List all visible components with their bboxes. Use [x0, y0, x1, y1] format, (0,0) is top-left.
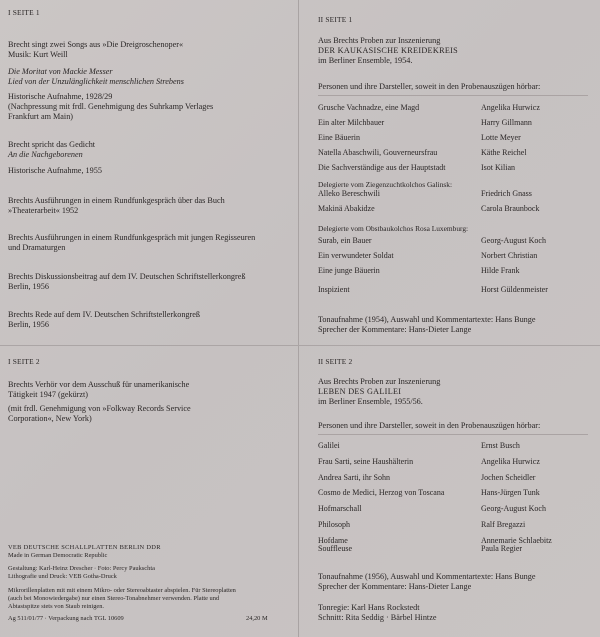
catalog-number: Ag 511/01/77 · Verpackung nach TGL 10609: [8, 615, 124, 622]
cast-actor: Ralf Bregazzi: [481, 520, 526, 529]
cast-actor: Georg-August Koch: [481, 504, 546, 514]
cast-actor: Käthe Reichel: [481, 148, 527, 157]
left-item-7: Brechts Ausführungen in einem Rundfunkgespräch mit jungen Regisseuren und Dramaturgen: [8, 233, 256, 252]
cast-role: Hofmarschall: [318, 504, 362, 514]
cast-role: Surab, ein Bauer: [318, 236, 372, 245]
cast-role: Inspizient: [318, 285, 350, 294]
cast-role: Cosmo de Medici, Herzog von Toscana: [318, 488, 445, 498]
cast-role: Eine Bäuerin: [318, 133, 360, 142]
credits-line-1: Gestaltung: Karl-Heinz Drescher · Foto: Percy Paukschta: [8, 565, 155, 572]
cast-role: Ein verwundeter Soldat: [318, 251, 394, 260]
left-side2-heading: I SEITE 2: [8, 357, 40, 366]
left-side1-heading: I SEITE 1: [8, 8, 40, 17]
price: 24,20 M: [246, 615, 268, 622]
cast-role: Frau Sarti, seine Haushälterin: [318, 456, 414, 466]
cast-actor: Friedrich Gnass: [481, 189, 532, 198]
cast-actor: Jochen Scheidler: [481, 472, 536, 482]
cast-role: Ein alter Milchbauer: [318, 118, 385, 127]
right-side2-credits: Tonaufnahme (1956), Auswahl und Kommentartexte: Hans Bunge Sprecher der Kommentare: Hans-Dieter Lange: [318, 572, 536, 591]
right-side1-intro: Aus Brechts Proben zur Inszenierung DER KAUKASISCHE KREIDEKREIS im Berliner Ensemble, 1954.: [318, 36, 459, 65]
left-side2-item-1: Brechts Verhör vor dem Ausschuß für unamerikanische Tätigkeit 1947 (gekürzt): [8, 380, 190, 399]
cast-actor: Paula Regier: [481, 544, 523, 553]
left-item-4: Brecht spricht das Gedicht An die Nachgeborenen: [8, 140, 96, 159]
right-side2-cast-heading: Personen und ihre Darsteller, soweit in den Probenauszügen hörbar:: [318, 421, 541, 430]
cast-actor: Ernst Busch: [481, 441, 520, 450]
cast-role: Galilei: [318, 441, 340, 450]
left-item-1: Brecht singt zwei Songs aus »Die Dreigroschenoper« Musik: Kurt Weill: [8, 40, 184, 59]
cast-rule: [318, 95, 588, 96]
cast-role: Grusche Vachnadze, eine Magd: [318, 103, 420, 112]
cast-actor: Angelika Hurwicz: [481, 456, 540, 466]
left-item-6: Brechts Ausführungen in einem Rundfunkgespräch über das Buch »Theaterarbeit« 1952: [8, 196, 225, 215]
cast-actor: Isot Kilian: [481, 163, 515, 172]
cast-actor: Georg-August Koch: [481, 236, 546, 245]
cast-role: Natella Abaschwili, Gouverneursfrau: [318, 148, 438, 157]
column-divider: [298, 0, 299, 637]
section-divider: [0, 345, 600, 346]
cast-role: Andrea Sarti, ihr Sohn: [318, 472, 390, 482]
cast-actor: Annemarie Schlaebitz: [481, 535, 552, 545]
left-item-8: Brechts Diskussionsbeitrag auf dem IV. Deutschen Schriftstellerkongreß Berlin, 1956: [8, 272, 246, 291]
made-in: Made in German Democratic Republic: [8, 552, 108, 559]
cast-actor: Carola Braunbock: [481, 204, 540, 213]
credits-line-2: Lithografie und Druck: VEB Gotha-Druck: [8, 573, 117, 580]
cast-actor: Hilde Frank: [481, 266, 520, 275]
cast-role: Die Sachverständige aus der Hauptstadt: [318, 163, 446, 172]
label-name: VEB DEUTSCHE SCHALLPLATTEN BERLIN DDR: [8, 544, 161, 551]
cast-actor: Harry Gillmann: [481, 118, 532, 127]
cast-role: Philosoph: [318, 520, 351, 529]
left-side2-item-2: (mit frdl. Genehmigung von »Folkway Records Service Corporation«, New York): [8, 404, 191, 423]
cast-role: Hofdame: [318, 535, 348, 545]
right-side2-intro: Aus Brechts Proben zur Inszenierung LEBEN DES GALILEI im Berliner Ensemble, 1955/56.: [318, 377, 441, 406]
right-side2-heading: II SEITE 2: [318, 357, 353, 366]
left-item-9: Brechts Rede auf dem IV. Deutschen Schriftstellerkongreß Berlin, 1956: [8, 310, 200, 329]
cast-actor: Hans-Jürgen Tunk: [481, 488, 540, 498]
cast-actor: Lotte Meyer: [481, 133, 521, 142]
cast-role: Souffleuse: [318, 544, 353, 553]
cast-actor: Horst Güldenmeister: [481, 285, 548, 294]
cast-role: Alleko Bereschwili: [318, 189, 380, 198]
group2-heading: Delegierte vom Ziegenzuchtkolchos Galinsk:: [318, 180, 453, 189]
right-side1-cast-heading: Personen und ihre Darsteller, soweit in den Probenauszügen hörbar:: [318, 82, 541, 91]
playback-note: Mikrorillenplatten mit mit einem Mikro- oder Stereoabtaster abspielen. Für Stereoplatten (auch bei Monowiedergabe) nur einen Stereo-Tonabnehmer verwenden. Platte und Abtastspitze stets von Staub reinigen.: [8, 587, 236, 610]
right-side2-tech: Tonregie: Karl Hans Rockstedt Schnitt: Rita Seddig · Bärbel Hintze: [318, 603, 437, 622]
right-side1-credits: Tonaufnahme (1954), Auswahl und Kommentartexte: Hans Bunge Sprecher der Kommentare: Hans-Dieter Lange: [318, 315, 536, 334]
cast-actor: Angelika Hurwicz: [481, 103, 540, 112]
cast-role: Makinä Abakidze: [318, 204, 375, 213]
left-item-5: Historische Aufnahme, 1955: [8, 166, 102, 175]
left-item-2: Die Moritat von Mackie Messer Lied von der Unzulänglichkeit menschlichen Strebens: [8, 67, 184, 86]
cast-actor: Norbert Christian: [481, 251, 538, 260]
right-side1-heading: II SEITE 1: [318, 15, 353, 24]
cast-role: Eine junge Bäuerin: [318, 266, 380, 275]
left-item-3: Historische Aufnahme, 1928/29 (Nachpressung mit frdl. Genehmigung des Suhrkamp Verlages Frankfurt am Main): [8, 92, 214, 121]
cast-rule-2: [318, 434, 588, 435]
group3-heading: Delegierte vom Obstbaukolchos Rosa Luxemburg:: [318, 224, 469, 233]
